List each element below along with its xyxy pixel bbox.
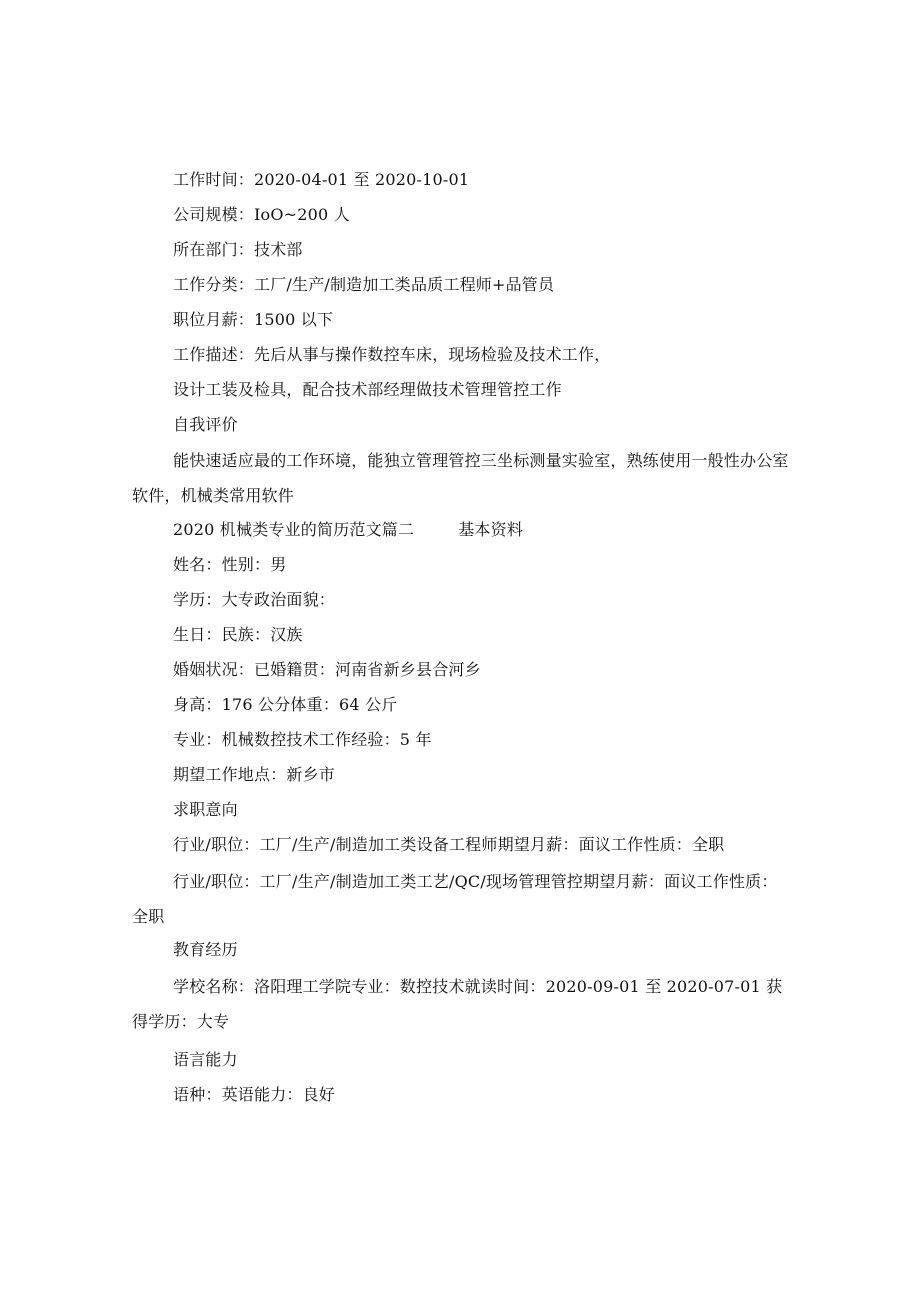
job-intention-2-paragraph: 行业/职位：工厂/生产/制造加工类工艺/QC/现场管理管控期望月薪：面议工作性质：全职 — [132, 872, 778, 926]
language-detail-line: 语种：英语能力：良好 — [173, 1085, 336, 1104]
basic-info-heading: 基本资料 — [458, 520, 524, 539]
expected-location-line: 期望工作地点：新乡市 — [173, 765, 336, 784]
height-weight-line: 身高：176 公分体重：64 公斤 — [173, 695, 398, 714]
birthday-ethnicity-line: 生日：民族：汉族 — [173, 625, 303, 644]
marital-hometown-line: 婚姻状况：已婚籍贯：河南省新乡县合河乡 — [173, 660, 481, 679]
name-gender-line: 姓名：性别：男 — [173, 555, 287, 574]
education-paragraph: 学校名称：洛阳理工学院专业：数控技术就读时间：2020-09-01 至 2020-07-01 获得学历：大专 — [132, 977, 783, 1031]
company-size-line: 公司规模：IoO~200 人 — [173, 205, 350, 224]
job-category-line: 工作分类：工厂/生产/制造加工类品质工程师+品管员 — [173, 275, 555, 294]
self-evaluation-heading: 自我评价 — [173, 415, 238, 434]
language-ability-heading: 语言能力 — [173, 1050, 238, 1069]
department-line: 所在部门：技术部 — [173, 240, 303, 259]
job-description-continued-line: 设计工装及检具，配合技术部经理做技术管理管控工作 — [173, 380, 562, 399]
job-intention-heading: 求职意向 — [173, 800, 238, 819]
self-evaluation-paragraph: 能快速适应最的工作环境，能独立管理管控三坐标测量实验室，熟练使用一般性办公室软件，机械类常用软件 — [132, 451, 789, 505]
work-time-line: 工作时间：2020-04-01 至 2020-10-01 — [173, 170, 470, 189]
job-description-line: 工作描述：先后从事与操作数控车床，现场检验及技术工作， — [173, 345, 611, 364]
major-experience-line: 专业：机械数控技术工作经验：5 年 — [173, 730, 432, 749]
education-heading: 教育经历 — [173, 940, 238, 959]
job-intention-1-line: 行业/职位：工厂/生产/制造加工类设备工程师期望月薪：面议工作性质：全职 — [173, 835, 725, 854]
resume-section-title-line — [132, 520, 833, 540]
monthly-salary-line: 职位月薪：1500 以下 — [173, 310, 334, 329]
education-political-line: 学历：大专政治面貌： — [173, 590, 336, 609]
resume-title: 2020 机械类专业的简历范文篇二 — [173, 520, 415, 539]
